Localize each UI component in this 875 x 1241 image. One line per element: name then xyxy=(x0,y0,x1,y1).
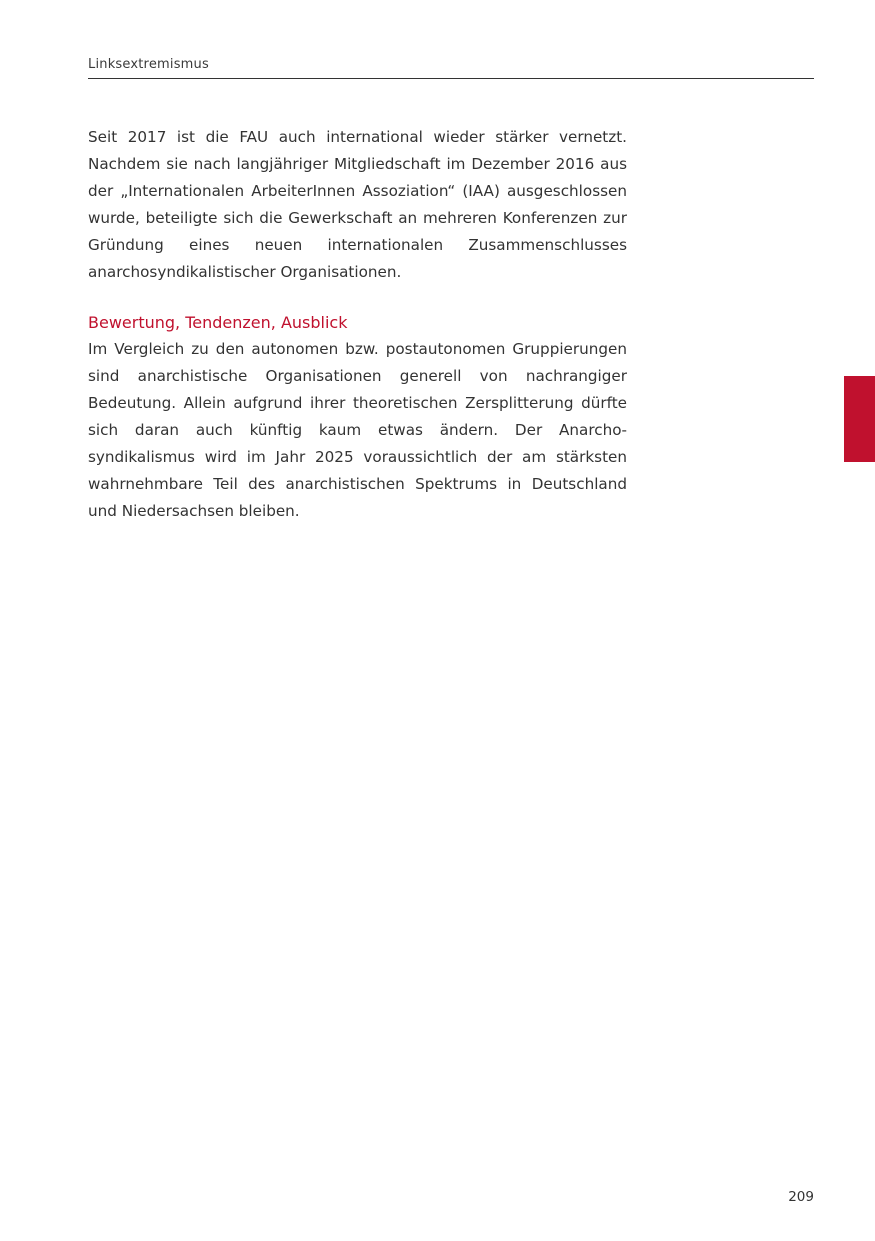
main-content xyxy=(88,124,627,525)
body-paragraph-1: Seit 2017 ist die FAU auch international wieder stärker vernetzt. Nachdem sie nach langjähriger Mitgliedschaft im Dezember 2016 aus der „Internationalen ArbeiterInnen Assoziation“ (IAA) ausgeschlossen wurde, beteiligte sich die Gewerkschaft an mehreren Konferenzen zur Gründung eines neuen internationalen Zusammenschlusses anarchosyndikalistischer Organisationen. xyxy=(88,128,627,281)
chapter-tab-marker xyxy=(844,376,875,462)
running-header-title: Linksextremismus xyxy=(88,57,209,72)
body-paragraph-2: Im Vergleich zu den autonomen bzw. postautonomen Gruppierungen sind anarchistische Organisationen generell von nachrangiger Bedeutung. Allein aufgrund ihrer theoretischen Zersplitterung dürfte sich daran auch künftig kaum etwas ändern. Der Anarchosyndikalismus wird im Jahr 2025 voraussichtlich der am stärksten wahrnehmbare Teil des anarchistischen Spektrums in Deutschland und Niedersachsen bleiben. xyxy=(88,340,627,520)
section-heading: Bewertung, Tendenzen, Ausblick xyxy=(88,313,348,332)
page-number: 209 xyxy=(788,1189,814,1205)
running-header xyxy=(88,57,814,79)
